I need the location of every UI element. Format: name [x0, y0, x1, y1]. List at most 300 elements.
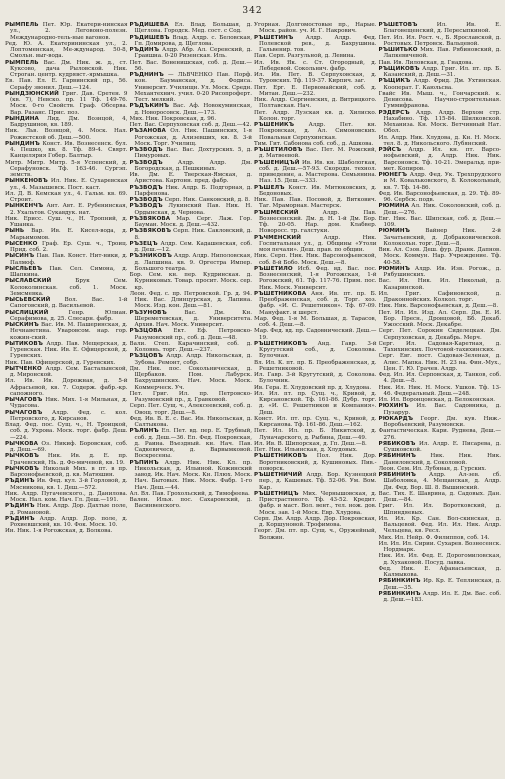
entry-details: Брук Сем. Колоколинская. соб. 1. Моск. Земсмевка.: [10, 278, 128, 297]
directory-entry: [5, 203, 128, 216]
directory-entry: [379, 91, 502, 110]
directory-entry: [5, 322, 128, 341]
entry-details: Ник. Ил. Ил. Фед. Е. Дорогомиловская, д. Хухаковой. Посуд. лавка.: [378, 553, 501, 566]
directory-entry: [379, 191, 502, 204]
entry-details: — ЛЬВЧЕНКО Пав. Порф. кон. Бауманская, д. Фодиса. Университ. Училищн. Ул. Моск. Средн. Механтехнич. учил. 0-20 Рисопроферт. Тест. мелкий.: [134, 72, 252, 103]
entry-details: Анд. Гавр. 3-й Кругутский соб., д. Соколова. Булочная.: [259, 340, 377, 360]
directory-entry: [254, 391, 377, 416]
entry-details: Ред. Ю. А. Екатерининская ул., 2. Лоптоменская, Ме-ждународ. 50-8, Смольн. выг-вода.: [5, 40, 128, 60]
entry-details: Ник. Алдр. Сергиевских, д. Витрицкого. Полтавская. Нач.: [254, 97, 377, 110]
entry-details: Николай Мих. в пт. в пр. Варсонофьевской, д. кв. Матюшин.: [10, 465, 128, 478]
entry-details: Ник. Ник. Ник. Даниловский, д. Соколовой.: [383, 453, 501, 466]
entry-details: Алдр. Ил. кн. пт. Варсо-нофьевский, д. Алдр. Ник. Ник. Варсоновск. Тф. 10-21. Эмеральд. при-мет. Копиров.: [383, 147, 501, 172]
directory-entry: [5, 341, 128, 360]
entry-surname: РЪЗЕЦЪ: [129, 240, 158, 247]
entry-details: Ил. Григ. Сафиновской, д. Драконнойских. Колкол. торг.: [378, 290, 501, 303]
entry-details: Ил. Ил. Воронцовская, д. Белоконская.: [378, 397, 495, 403]
entry-details: Вик. Ал. Сзов. Деш. фур. Дранк. Дапнов. Моск. Коммун. Нар. Учреждение. Тф. 40-58.: [378, 247, 501, 266]
entry-surname: РЪЗВЯКОВЪ: [129, 228, 172, 235]
directory-entry: [5, 160, 128, 179]
entry-details: Митр. Митр. Митр. 5-я Успенский, д. Серафуновск. Тф. 163-46. Сургэп. земств.: [5, 159, 128, 178]
directory-entry: [379, 172, 502, 191]
entry-details: Григ. Дав. Сретен. 9 (кв. 7), Невско. пр. 11 Тф. 149-76. Моск. 0-го Свойств. Граф. Обсерва. Вар. Разанс. Прис. поз.: [10, 90, 128, 116]
directory-entry: [379, 341, 502, 354]
directory-entry: [5, 503, 128, 516]
entry-surname: РЯБИНИНЪ: [378, 453, 416, 460]
entry-details: Ир. Кр. Е. Теплинская, д. Деш.—35.: [383, 578, 501, 591]
directory-entry: [379, 203, 502, 216]
entry-details: Алдр. Ал-зев. сб. Шаболовка, 4. Мещанская, д. Алдр. Ди. Фед. Вор. Ш. 8. Вышинский.: [383, 472, 501, 491]
entry-surname: РЫСКИНЪ: [5, 322, 39, 328]
directory-entry: [5, 91, 128, 116]
directory-entry: [5, 216, 128, 229]
entry-surname: РЫЧАГОВЪ: [5, 409, 43, 416]
directory-entry: [5, 60, 128, 79]
entry-details: Бор. Сем. кн. пер. Кудринская. д. Курниковых. Товар. просит. Моск. сер. кр.: [129, 272, 252, 291]
directory-entry: [130, 460, 253, 491]
entry-surname: РЪШЕТНИКОВЪ: [254, 340, 308, 347]
entry-details: Ел. Пет. вд. пер. Е. Трубный, соб. д. Деш.—36. Еп. Фед. Покровская, д. Раина. Въездный. кн. Нач. Пав. Садкевичеси, д. Варвымковой. Воскресены.: [134, 428, 252, 460]
entry-details: Пол. Ник. Дор. Воротниковский, д. Кушиновых. Пив.-поворск.: [259, 453, 377, 472]
entry-details: Ин. Ник. 1-я Рогожская, д. Волкова.: [5, 528, 113, 535]
directory-entry: [379, 310, 502, 329]
entry-details: Алдр. Ник. Госпитальная ул., д. Общины «Утоли моя печали». Деш. прав. по общин.: [259, 234, 377, 253]
page-number: 342: [242, 6, 263, 16]
directory-entry: [254, 266, 377, 291]
directory-entry: [254, 110, 377, 123]
entry-surname: РЪЗВОДЪ: [129, 184, 163, 191]
directory-entry: [130, 391, 253, 404]
entry-surname: РЪЗАНОВА: [129, 128, 166, 135]
directory-entry: [5, 241, 128, 254]
entry-surname: РЫНЬ: [5, 228, 25, 235]
entry-details: Пет. Вас. Серпуховская соб. д. Деш.—42.: [129, 122, 252, 128]
entry-surname: РЫСЛЬЕВЪ: [5, 265, 43, 272]
entry-details: Алдр. Фед. Ук. Трехпрудского и М. Ковальковского, 8. Колокольный, кв. 7. Тф. 14-86.: [383, 172, 501, 191]
entry-details: Ник. Алдр. Дор. Дахтые поле, д. Романовой.: [10, 503, 128, 516]
directory-entry: [5, 128, 128, 141]
directory-entry: [5, 297, 128, 310]
entry-details: Пав. Сел. Симона, д. Шапкина.: [10, 265, 128, 278]
directory-entry: [379, 385, 502, 398]
entry-surname: РЫЧКОВЪ: [5, 465, 39, 472]
directory-entry: [5, 278, 128, 297]
entry-details: Серп. Дм. Алдр. Алдр. Дор. Покровская, д. Коршуновой. Трофимова.: [254, 515, 377, 528]
entry-surname: РЪЗВЯКОВА: [129, 215, 171, 222]
entry-details: Пав. Ив. Лиловская, д. Гнадова.: [378, 59, 474, 66]
entry-surname: РЫЧКОВЪ: [5, 453, 39, 460]
entry-details: Ил. Ив. В. Шипорская, д. Гп. Деш.—8.: [254, 440, 367, 447]
entry-details: Вас. Ил. Ник. Ил. Николый, д. Казаринской.: [378, 278, 501, 291]
directory-entry: [130, 147, 253, 160]
entry-surname: РЪЩИКЪ: [378, 78, 411, 85]
directory-entry: [379, 503, 502, 516]
entry-surname: РЯБИКОВЪ: [378, 440, 416, 447]
directory-entry: [379, 110, 502, 135]
directory-entry: [254, 253, 377, 266]
directory-entry: [254, 472, 377, 491]
directory-entry: [379, 353, 502, 372]
entry-details: Конст. Ив. Митюковских, д. Бедоновых.: [259, 184, 377, 197]
entry-details: Ил. Ив. Пет. В. Серпуховская, д. Туровских. Тф. 119-37. Кирпич. заг.: [254, 72, 377, 85]
entry-surname: РЮКАРДЪ: [378, 415, 414, 422]
entry-details: Ил. Ил. Кр. Сан. Вол-скинская, д. Вальцевой. Фед. Ил. Ил. Ник. Алдр. Чельцева, кв. Ресл.: [378, 515, 501, 535]
directory-entry: [5, 491, 128, 504]
entry-details: Вар. Ив. Е. Кисел-вода, д. Марьимомов.: [10, 228, 128, 241]
directory-entry: [254, 491, 377, 516]
directory-entry: [130, 128, 253, 147]
entry-details: Ел. Влад. Большая, д. Щеглова. Городск. Мед. сост. с Сод.: [134, 22, 252, 35]
entry-surname: РЪЗВОДЪ: [129, 203, 163, 210]
directory-entry: [379, 78, 502, 91]
entry-details: Алдр. Пет. кн. Покровская, д. Ал. Симоновских. Повальная Серпухинская.: [259, 122, 377, 141]
entry-details: Серп. Пет. Сущ. ч., Алексеевский, соб. д. Овощ. торг. Деш.—8.: [129, 403, 252, 416]
entry-surname: РЭДЕРСЪ: [378, 109, 410, 116]
entry-details: Конст. Ил. пт. пр. Сущ. ч., Кривой, д. Кирсанова. Тф. 161-86. Деш.—162.: [254, 415, 377, 428]
directory-entry: [130, 341, 253, 354]
directory-entry: [379, 578, 502, 591]
directory-entry: [130, 103, 253, 116]
directory-entry: [130, 228, 253, 241]
directory-entry: [5, 191, 128, 204]
entry-details: Алдр. Ил. Е. Дм. Вас. соб. д. Деш.—183.: [383, 590, 501, 603]
directory-entry: [379, 328, 502, 341]
entry-surname: РЫНДИНЪ: [5, 140, 40, 147]
entry-surname: РЫНКЕНЧЪ: [5, 203, 44, 210]
directory-entry: [5, 466, 128, 479]
entry-details: Вайнер Ник. 2-й Зачатьевский, д. Добраковичевской. Колокольн. торг. Деш.—8.: [383, 228, 501, 247]
entry-details: Мих. Чернышовская, д. Пристрастиного. Тф. 43-52. Кредит. фабр. и маст. Вол. вент., тел. нож. дов. Моск. зав. 1-й Моск. Евр. Хлудова.: [259, 490, 377, 516]
entry-details: Алдр. Ник. Ник. Кл. пр. Никольская, д. Ильиной. Кожинский завод. Ик. Нач. Моск. Кн. Плюх. Моск. Нач. Бытовых. Ник. Моск. Фабр. 1-го Нач. Деш.—44.: [134, 459, 252, 491]
entry-surname: РЪШМЕСКИЙ: [254, 209, 299, 216]
entry-details: Вас. Тих. Е. Шаврина, д. Садовых. Дан. Деш.—84.: [378, 490, 501, 503]
entry-details: Алдр. Алдр. Верхом стр. Нахабино. Тф. 115-84. Шилковской. Механиза. Кн. Моск. Ветчинный Нат. Обол.: [383, 109, 501, 135]
entry-surname: РЫМПЕЛЬ: [5, 22, 39, 28]
entry-details: Георг. Дм. кув. Ниж.-Воробьевский, Разумовски.: [383, 415, 501, 428]
directory-entry: [254, 528, 377, 541]
entry-details: Мих. Ил. Нейр. Ф. Филиппов, соб. 14.: [378, 534, 490, 541]
entry-details: Ник. Ил. Ник. Н. Моск. Ушков. Тф. 13-46. Федеральный. Деш.—248.: [378, 384, 501, 397]
column-1: [5, 22, 128, 772]
directory-entry: [254, 360, 377, 373]
entry-details: Лукинский Пав. Ник. Н. Ордынская, д. Чернова.: [134, 203, 252, 216]
directory-entry: [130, 497, 253, 510]
entry-details: Евг. Ник. Вас. Шипская, соб. д. Деш.—109.: [378, 215, 501, 228]
directory-entry: [130, 172, 253, 185]
entry-surname: РЪШЕТОВЪ: [378, 22, 418, 28]
entry-surname: РЪДИШЕВА: [129, 22, 169, 28]
directory-entry: [379, 278, 502, 291]
directory-entry: [254, 60, 377, 73]
directory-entry: [379, 416, 502, 429]
entry-details: Фед. Ив. Варсонофьевская, д. 29. Тф. 89-96. Сербск. подв.: [378, 190, 501, 203]
directory-entry: [379, 472, 502, 491]
column-4: [379, 22, 502, 772]
entry-details: Фед. Ив. В. Е. с. Вас. Ив. Никольская, д. Салтыкова.: [129, 415, 252, 428]
entry-details: Ил. Алдр. Ник. Хлудова, д. Кн. Н. Моск. тел. 8. д. Никольского. Лубянский.: [378, 134, 501, 147]
entry-details: Алдр. Алдр. Дор. поле, д. Рохиевшский, кв. 10. Фок. Моск. 10.: [10, 515, 128, 528]
columns-container: [5, 22, 501, 772]
directory-entry: [130, 416, 253, 429]
entry-surname: РЫСЛИЦКИЙ: [5, 309, 49, 316]
directory-entry: [130, 185, 253, 198]
entry-details: Ил. Ив. Е. Благовещенский, д. Пересыпкиной.: [383, 22, 501, 35]
entry-details: Ив. Ив. кн. Шабологкая, соб. д. Деш.—57-93. Скородн. технол. приведение, а. Мастерова. Семьянина. Наз. 15. Деш.—333.: [259, 159, 377, 185]
entry-surname: РЪШЕТНИЧИЙ: [254, 472, 303, 478]
entry-surname: РЮМИНЪ: [378, 228, 410, 235]
entry-details: Алдр. Алдр. Фед. Полевской рев., д. Бахрушина. Гальвенир. тов.: [259, 34, 377, 53]
directory-entry: [254, 316, 377, 329]
entry-details: Григ. Ил. Ил. Воротковский, д. Шпиндяевых.: [378, 503, 501, 516]
entry-details: Серп. Ник. Сакловский, д. 8.: [134, 228, 252, 241]
directory-entry: [5, 478, 128, 491]
entry-details: Алдр. Ив. Изв. Рогож., д. Рябушинских.: [383, 265, 501, 278]
directory-entry: [254, 291, 377, 316]
directory-entry: [130, 35, 253, 48]
directory-entry: [130, 328, 253, 341]
directory-entry: [254, 235, 377, 254]
directory-entry: [5, 397, 128, 410]
directory-entry: [5, 228, 128, 241]
directory-entry: [130, 47, 253, 60]
entry-details: Граф. Ер. Суш. ч., Троиц. Прид. соб. 2.: [10, 240, 128, 253]
entry-details: Пет. Юр. Екатери-нинская ул., 2. Леговоно-полезн. Международно-тель-ные вагонов.: [10, 22, 128, 41]
entry-surname: РЪШЕТИНЪ: [254, 34, 294, 41]
directory-entry: [379, 291, 502, 304]
entry-details: Ил. Вас. Садовника, д. Пузарур.: [383, 403, 501, 416]
directory-entry: [254, 97, 377, 110]
directory-entry: [130, 366, 253, 391]
directory-entry: [379, 516, 502, 535]
entry-surname: РЯБИНКИНЪ: [378, 578, 421, 585]
entry-surname: РЪШЕТНИКОВА: [254, 290, 307, 297]
directory-entry: [5, 441, 128, 454]
directory-entry: [379, 228, 502, 247]
entry-details: Гвайс Ив. Мыш. ч., Гончарский. к. Денисова. Научно-строительная. Гуммифранова.: [378, 90, 501, 110]
directory-entry: [379, 541, 502, 554]
entry-details: Пет. Вас. Воненишская, соб. д. Деш.—56.: [129, 59, 252, 72]
entry-details: Ил. Гавр. 3-й Кругутский, д. Соколова. Булочник.: [254, 372, 377, 385]
entry-details: Дм. Ник. пос. Сокольническая, д. Щербаков. Пом. Лабурск. Бахрушинских. Нач. Моск. Моск. Коммерческ. Уч.: [129, 365, 252, 391]
directory-entry: [379, 553, 502, 566]
entry-surname: РЫСЛАВСКИЙ: [5, 278, 52, 285]
directory-entry: [5, 41, 128, 60]
entry-details: Аня. Ив. пт. пр. Б. Преображенская, соб. д. Торг. хоз. фабр. «И. С. Решетников». Тф. 67-09. Мануфакт. и шерст.: [259, 290, 377, 316]
entry-details: Алдр. Григ. Ил. пт. пр. Б. Казанский, д. Деш.—31.: [383, 65, 501, 78]
entry-details: Влад. Фед. пос. Сущ. ч., Н. Троицкой, соб. д. Ухрова. Моск. торг. фабр. Деш.—224.: [5, 422, 128, 441]
directory-entry: [254, 197, 377, 210]
entry-details: Ник. Серп. Ник. Ник. Варсонофьевской, соб. 8-й Бобо. Моск. Деш.—8.: [254, 253, 377, 266]
entry-details: Ил. Ив. Ив. Дорожная, д. 5-й Афрасьевой, кв. 7. Содерж. фабр.-кр. сапожного.: [5, 378, 128, 397]
entry-details: Вас. Ив. М. Пашеринская, д. Нечнаветина. Уваровсом. нар. гор. кожин-ский.: [10, 322, 128, 341]
entry-details: Алдр. Фрид. Дм. Ухтинская. Кооперат. Г. Каюльсва.: [383, 78, 501, 91]
directory-entry: [130, 216, 253, 229]
entry-details: Пет. Ил. Ил. Рост. ч., Б. Ярославской, д. Ростовых. Петровск. Вальцевой.: [378, 34, 501, 47]
directory-entry: [5, 516, 128, 529]
entry-surname: РЪЗВОДЪ: [129, 147, 163, 153]
entry-details: Ал. Ник. Соколовский, соб. д. Деш.—276.: [383, 203, 501, 216]
entry-surname: РЪЗВОДЪ: [129, 159, 163, 166]
directory-entry: [5, 410, 128, 423]
entry-details: Ник. Ив. д. Е. пр. Грачевский, Нь. д. Фо-мичевой, кв. 19.: [10, 453, 128, 466]
directory-entry: [379, 591, 502, 604]
directory-entry: [254, 210, 377, 235]
entry-surname: РЪШЕНИЦЪЙ: [254, 159, 300, 166]
directory-entry: [5, 22, 128, 41]
entry-details: Леон. Сем. Ил. Лубяная, д. Гурских.: [378, 465, 487, 472]
entry-details: Фед. Ник. Е. Афанасьевская, д. Калмыкова.: [378, 565, 501, 578]
entry-surname: РЪДИНЪ: [5, 503, 35, 510]
directory-entry: [254, 72, 377, 85]
entry-surname: РЪШЕТНИКОВЪ: [254, 453, 308, 460]
directory-entry: [130, 310, 253, 329]
directory-entry: [379, 147, 502, 172]
entry-details: Вас. Дм. Ник. ж. д., ст. Куксово, дача Рыловской. Ник. Строган. центр. кудрявст.-ярмышка.: [10, 59, 128, 78]
entry-surname: РЮНЕГЪ: [378, 172, 408, 178]
entry-details: Вл. Ил. К. пт. пр. Б. Преображенская, д. Решетниковой.: [254, 359, 377, 372]
entry-details: Вас. Пет. М. Рожский, д. Матвеевой.: [259, 147, 377, 160]
directory-entry: [254, 453, 377, 472]
entry-details: Ник. Льв. Вознцой, 4. Моск. Нал. Рожистской об. Деш.—500.: [5, 128, 128, 141]
directory-entry: [379, 491, 502, 504]
directory-entry: [5, 266, 128, 279]
entry-surname: РЮМИНЪ: [378, 265, 410, 272]
entry-surname: РЫСИНЪ: [5, 253, 35, 260]
entry-surname: РЫСЬЕВСКИЙ: [5, 297, 51, 303]
directory-entry: [379, 135, 502, 148]
entry-surname: РЪЗЦОВА: [129, 328, 163, 335]
entry-surname: РЯБИНКИНЪ: [378, 590, 421, 597]
entry-details: Ник. Пав. Пав. Посовой, д. Виткович. Таг. Мраморная. Мастерск.: [254, 197, 377, 210]
entry-details: Лид. Дм. Вознцой, 4, Бадрушинов, кв. 189.: [10, 115, 128, 128]
entry-details: Мар. Серг. Лаж. Гор. Бауман. Моск. д. Деш.—432.: [134, 215, 252, 228]
directory-entry: [379, 35, 502, 48]
directory-entry: [130, 60, 253, 73]
directory-entry: [130, 403, 253, 416]
entry-surname: РЪЛИНЪ: [129, 428, 159, 435]
entry-details: Ив. Гера. Е. Хлудовский пр. д. Хлудова.: [254, 384, 372, 391]
directory-entry: [254, 372, 377, 385]
directory-entry: [254, 35, 377, 54]
entry-details: Генр. Юлиан. Серафимова, д. 25. Слесарн. фабр.: [10, 309, 128, 322]
entry-details: Ник. Ник. Варсонофьевская, д. Деш.—8.: [378, 303, 499, 310]
directory-entry: [254, 147, 377, 160]
entry-details: Пав. Серп. Разгульной, д. Левина.: [254, 53, 356, 60]
directory-entry: [379, 428, 502, 441]
entry-details: Ив. Дм. Е. Тверская-Ямская, д. Аристова. Картонн. пред. фабр.: [129, 172, 252, 185]
entry-surname: РЫТИКОВЪ: [5, 340, 44, 347]
entry-details: Ил. Ник. Е. Сухаревская ул., 4. Мазышевск. Пост. каст.: [10, 178, 128, 191]
entry-details: Вали. Степ. Карачинский, соб. д. Коловнь. торг. Деш.—237.: [129, 340, 252, 353]
entry-details: Серп. Ник. Санковский, д. 8.: [162, 197, 251, 203]
entry-details: Вален. Илья. пос. Сахаровский, д. Васинвенского.: [129, 497, 252, 510]
entry-surname: РЪШЕТИЛО: [254, 265, 293, 272]
entry-details: Мар. Фед. вд. пр. Садовнический. Деш.—19.: [254, 328, 377, 341]
entry-surname: РЫТЧЕНКО: [5, 365, 42, 372]
entry-surname: РЮХИНЪ: [378, 403, 409, 410]
directory-entry: [379, 47, 502, 60]
entry-details: Фед. Ил. Ил. Серповская, д. Танков, соб. 4. Деш.—8.: [378, 372, 501, 385]
entry-details: Алдр. Абр. Ал. Серенский, д. Граишна. 0-20 Ризенская. Иль.: [134, 47, 252, 60]
directory-entry: [254, 416, 377, 429]
directory-entry: [5, 528, 128, 534]
entry-surname: РЪШЕНИКЪ: [254, 122, 295, 128]
entry-details: Ил. Ил. Ил. Сирии. Сухарев. Вознесенск. Нордмарк.: [378, 540, 501, 553]
entry-details: Алдр. Алдр. Ниполовская, д. Лапшина. кв. 9. Оргестра Импер. Большого театра.: [134, 253, 252, 272]
entry-details: Пет. Григ. Ил. пр. Петровско-Разумовский пр., д. Гравковой.: [129, 390, 252, 403]
entry-details: Алдр. Бор. Кузнецкий пер., д. Кашевых. Тф. 52-06. Ум. Вом. Кар.: [259, 472, 377, 491]
directory-entry: [130, 291, 253, 310]
directory-entry: [254, 85, 377, 98]
entry-details: Ник. Пав. Офицерской, д. Гуревских.: [5, 359, 116, 366]
entry-details: Пет. Алдр. Лузская кв. д. Хилиско. Колон. торг.: [254, 109, 377, 122]
entry-details: Ил. Ил. пт. пр. Сущ. ч., Кривой, д. Кирсановской. Тф. 161-86. Дубр. торг. д. «И. С. Решетников и Компания». Деш.: [254, 390, 377, 416]
entry-details: Вас. Дм. Кн. Шереметевская, д. Университета. Архив. Нач. Моск. Университ.: [134, 309, 252, 328]
entry-details: Исб. Фед. вд. Вас. пос. Вознесенский, 1-я Рогожская, 1-й Рогожский, 61. Тф. 117-76. Прим. пос. Ник. Моск. Университ.: [259, 265, 377, 291]
directory-entry: [379, 372, 502, 385]
entry-surname: РЪДИШЕВЪ: [129, 34, 170, 41]
entry-details: Угорная. Долгомостовые пр., Нарые. Моск. район. уч. И. Г. Накрович.: [254, 22, 377, 35]
directory-entry: [254, 160, 377, 185]
entry-surname: РЪЗВОДЪ: [129, 197, 163, 203]
directory-entry: [5, 253, 128, 266]
entry-details: Ник. Алдр. Б. Подгорная, д. Парфенова.: [134, 184, 252, 197]
entry-surname: РЭЙСЪ: [378, 147, 402, 153]
entry-surname: РЫЧКОВА: [5, 440, 39, 447]
entry-details: Конст. Ив. Вознесенск. бул. 4. Пешко, кв. 8. Тф. 89-4. Свярт. Канцелярия Гобер. Балтыр.: [10, 140, 128, 160]
entry-details: Алдр. Фед. с. кол. Петровского, д. Кирсанов.: [10, 409, 128, 422]
entry-details: Мих. Ник. Покровская, д. 96.: [129, 115, 217, 122]
directory-entry: [379, 441, 502, 454]
entry-surname: РЪДИНЪ: [5, 515, 35, 522]
entry-details: Серг. Евг. пост. Садовая-Зеленая, д. Алис. Мапка. Ник. Н. 23 на. Фин.-Мух., Цен. Г. Ю. Грачев. Алдр.: [378, 353, 501, 372]
directory-entry: [130, 72, 253, 103]
entry-surname: РЪДЪКИНЪ: [129, 103, 170, 110]
directory-entry: [379, 216, 502, 229]
directory-entry: [379, 566, 502, 579]
directory-entry: [130, 272, 253, 291]
directory-entry: [5, 310, 128, 323]
entry-surname: РЫНДЗЮНСКИЙ: [5, 90, 59, 97]
entry-details: Ив. Фед. кул. 3-й Горловой, д. Мясникова, кв. 1. Деш.—572.: [10, 478, 128, 491]
column-3: [254, 22, 377, 772]
entry-details: Алдр. Алдр. Дм. Богородская, д. Пешкиных.: [134, 159, 252, 172]
entry-surname: РЫНКЕНОВЪ: [5, 178, 48, 185]
directory-entry: [254, 516, 377, 529]
entry-details: Вол. Вас. 1-й Сапоговский, д. Васильевой.: [10, 297, 128, 310]
entry-details: Ект. Еф. Петровско-Разумовский пр., соб. д. Деш.—48.: [134, 328, 252, 341]
directory-entry: [5, 378, 128, 397]
entry-surname: РЪЗЦОВЪ: [129, 353, 163, 360]
entry-details: Пет. Ник. Ильинская, д. Хлудовых.: [254, 447, 358, 453]
entry-details: Ев. Пав. Ел. Е. Гарвинский пр., 56. Серафу звонил. Деш.—124.: [5, 78, 128, 91]
directory-entry: [130, 253, 253, 272]
entry-details: Вас. Вас. Дохтурских. 5, д. Пимуровых.: [134, 147, 252, 160]
directory-entry: [254, 185, 377, 198]
entry-details: Ант. Авт. Е. Рубенинская, 2. Ухальтов. Сукавдук. нат.: [10, 203, 128, 216]
directory-entry: [5, 422, 128, 441]
directory-entry: [254, 122, 377, 141]
entry-details: Алдр. Пав. Мещерская, д. Гуревская. Ник. Ив. Е. Офицерской, д. Гуревских.: [10, 340, 128, 360]
entry-surname: РЫЧАГОВЪ: [5, 397, 43, 403]
entry-details: Ил. Д. В. Кемская ул., 4. Гальм. кв. 69. Строит.: [5, 190, 128, 203]
directory-entry: [379, 66, 502, 79]
entry-details: Ол. Ник. Пашинских, 1-я Рогожская, д. Ализевших, кв. 8. 3-й Моск. Торг. Училищ.: [134, 128, 252, 147]
entry-details: Ник. Алдр. Пугачевского., д. Данилова. Моск. Нал. ком. Нач. Гл. Деш.—191.: [5, 490, 128, 503]
entry-details: Вас. Аф. Новокуминская, д. Новоросовск. Деш.—173.: [134, 103, 252, 116]
entry-details: Ал. Вл. Пав. Грохольский, д. Тимофеева.: [129, 490, 250, 497]
directory-entry: [130, 22, 253, 35]
